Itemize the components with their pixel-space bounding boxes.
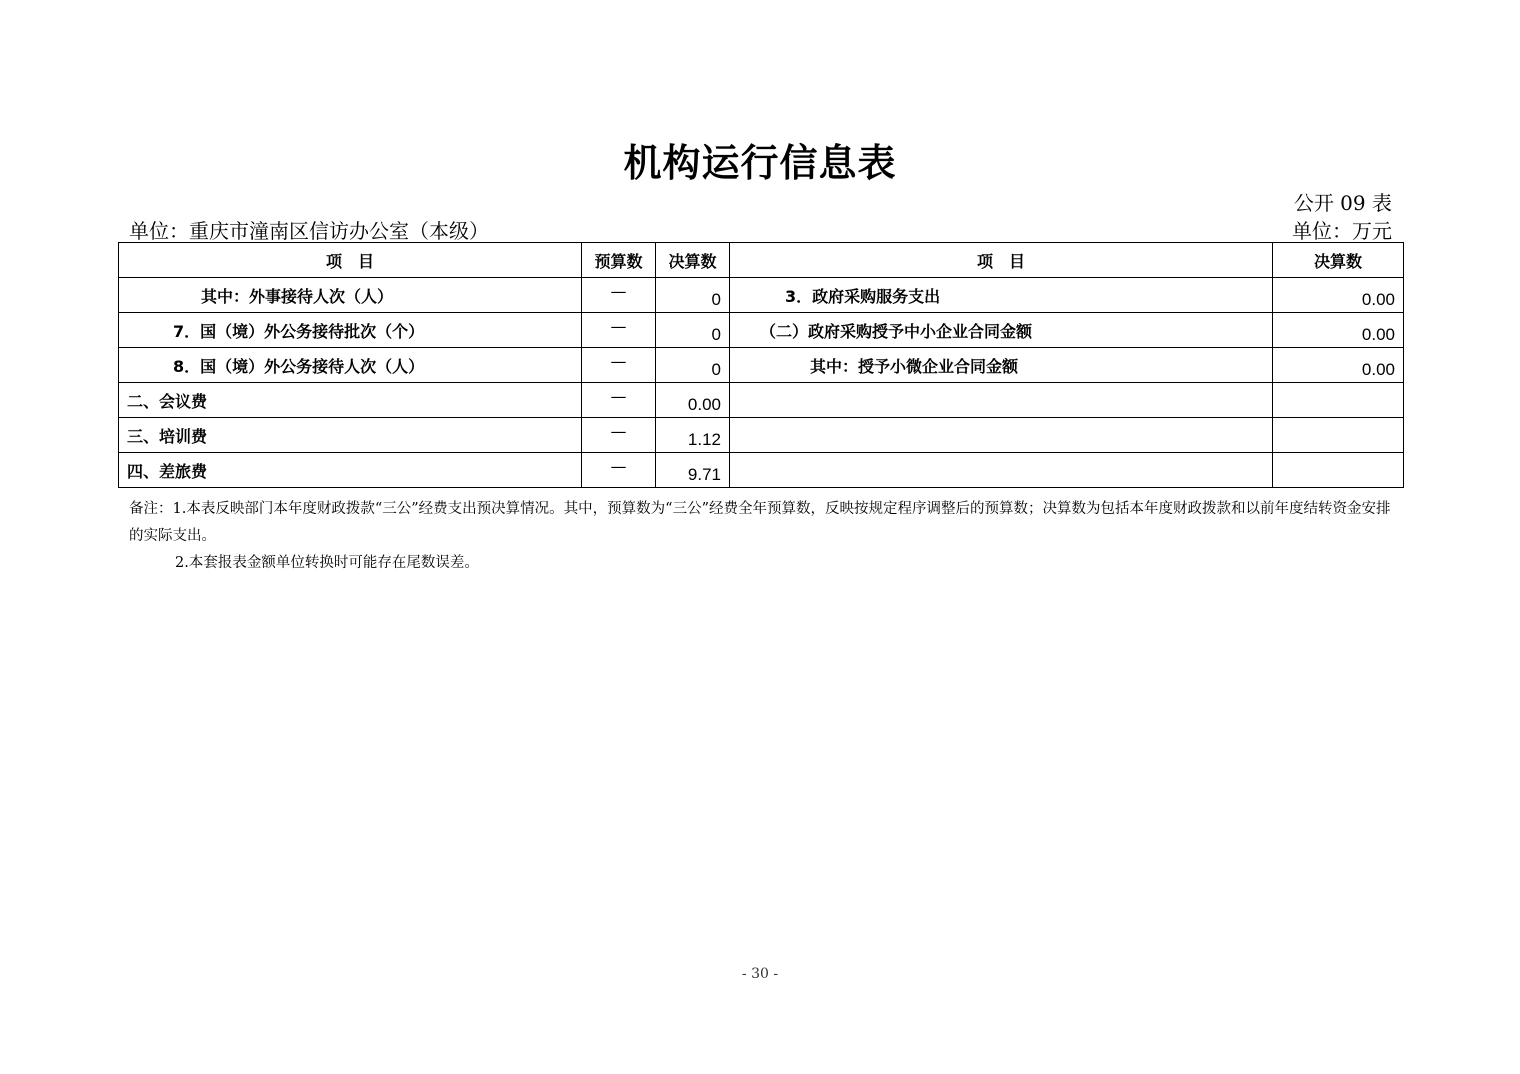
info-table — [118, 242, 1404, 488]
row-final: 0.00 — [656, 383, 730, 418]
row-item: 二、会议费 — [119, 383, 582, 418]
row-final-right: 0.00 — [1273, 278, 1404, 313]
page-title: 机构运行信息表 — [623, 141, 897, 185]
row-budget: — — [582, 278, 656, 313]
currency-unit: 单位：万元 — [1292, 219, 1392, 243]
form-number: 公开 09 表 — [1293, 191, 1392, 215]
row-final-right — [1273, 418, 1404, 453]
row-final: 0 — [656, 278, 730, 313]
table-header-row — [119, 243, 1404, 278]
row-final: 0 — [656, 313, 730, 348]
row-item: 7．国（境）外公务接待批次（个） — [119, 313, 582, 348]
row-final-right: 0.00 — [1273, 313, 1404, 348]
row-item-right: 3．政府采购服务支出 — [730, 278, 1273, 313]
table-row — [119, 418, 1404, 453]
table-row — [119, 278, 1404, 313]
row-final: 9.71 — [656, 453, 730, 488]
page-number: - 30 - — [741, 966, 779, 982]
row-budget: — — [582, 418, 656, 453]
note-2: 2.本套报表金额单位转换时可能存在尾数误差。 — [175, 555, 479, 571]
row-budget: — — [582, 348, 656, 383]
header-item-left: 项 目 — [119, 243, 582, 278]
header-item-right: 项 目 — [730, 243, 1273, 278]
row-item: 其中：外事接待人次（人） — [119, 278, 582, 313]
row-item-right: （二）政府采购授予中小企业合同金额 — [730, 313, 1273, 348]
row-budget: — — [582, 383, 656, 418]
row-final: 1.12 — [656, 418, 730, 453]
reporting-unit: 单位：重庆市潼南区信访办公室（本级） — [129, 219, 489, 243]
row-item-right — [730, 453, 1273, 488]
row-item: 四、差旅费 — [119, 453, 582, 488]
row-item-right: 其中：授予小微企业合同金额 — [730, 348, 1273, 383]
row-budget: — — [582, 313, 656, 348]
header-final-right: 决算数 — [1273, 243, 1404, 278]
row-budget: — — [582, 453, 656, 488]
header-final: 决算数 — [656, 243, 730, 278]
notes — [129, 496, 1394, 577]
row-final-right: 0.00 — [1273, 348, 1404, 383]
table-row — [119, 348, 1404, 383]
table-row — [119, 383, 1404, 418]
row-final: 0 — [656, 348, 730, 383]
note-1: 备注：1.本表反映部门本年度财政拨款“三公”经费支出预决算情况。其中，预算数为“三公”经费全年预算数，反映按规定程序调整后的预算数；决算数为包括本年度财政拨款和以前年度结转资金安排的实际支出。 — [129, 501, 1391, 544]
row-item-right — [730, 418, 1273, 453]
row-item: 8．国（境）外公务接待人次（人） — [119, 348, 582, 383]
table-row — [119, 313, 1404, 348]
row-final-right — [1273, 453, 1404, 488]
table-row — [119, 453, 1404, 488]
row-final-right — [1273, 383, 1404, 418]
header-budget: 预算数 — [582, 243, 656, 278]
row-item-right — [730, 383, 1273, 418]
row-item: 三、培训费 — [119, 418, 582, 453]
